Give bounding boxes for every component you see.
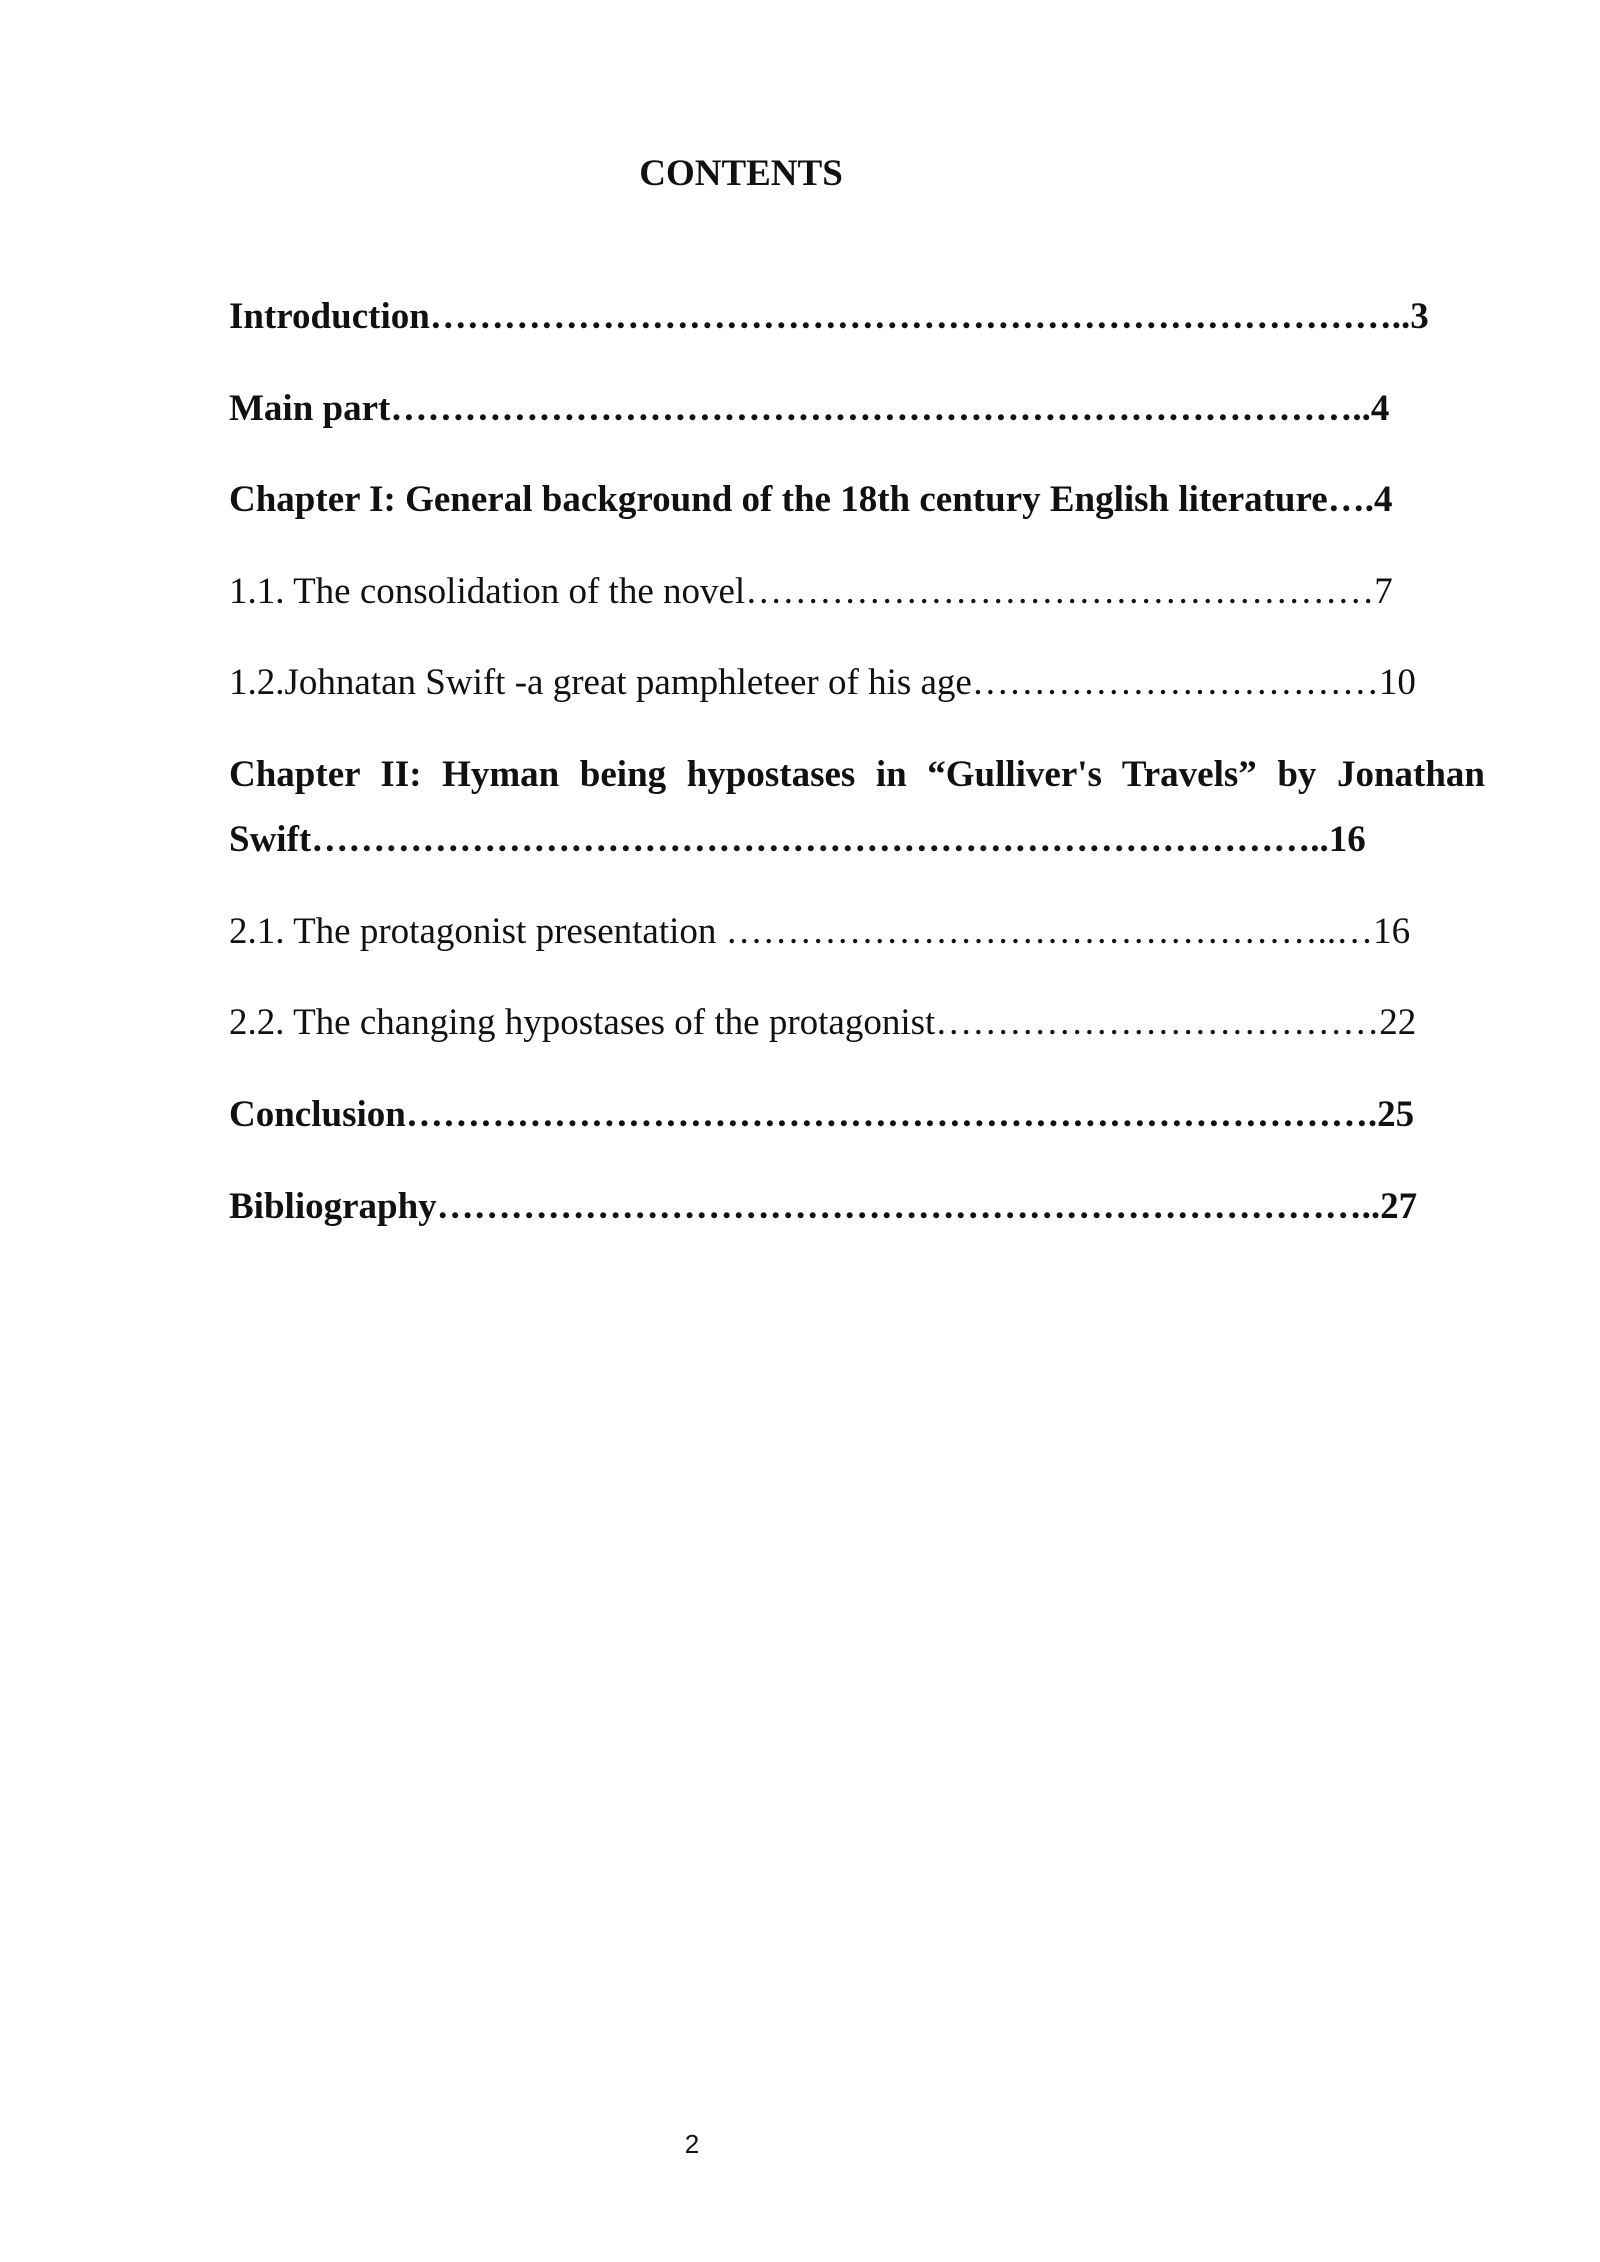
toc-entry-chapter-2-line-1: Chapter II: Hyman being hypostases in “Gulliver's Travels” by Jonathan	[229, 754, 1485, 795]
toc-entry-bibliography: Bibliography…………………………………………………………………..27	[229, 1186, 1418, 1227]
toc-entry-1-2: 1.2.Johnatan Swift -a great pamphleteer of his age……………………………10	[229, 662, 1416, 703]
toc-entry-conclusion: Conclusion…………………………………………………………………….25	[229, 1094, 1415, 1135]
toc-entry-2-2: 2.2. The changing hypostases of the protagonist………………………………22	[229, 1002, 1417, 1043]
toc-entry-main-part: Main part……………………………………………………………………..4	[229, 388, 1390, 429]
page-number: 2	[684, 2129, 700, 2159]
contents-title: CONTENTS	[639, 153, 843, 194]
toc-entry-introduction: Introduction……………………………………………………………………..3	[229, 296, 1429, 337]
toc-entry-2-1: 2.1. The protagonist presentation …………………………………………..…16	[229, 911, 1411, 952]
toc-entry-chapter-1: Chapter I: General background of the 18th century English literature….4	[229, 479, 1393, 520]
toc-entry-1-1: 1.1. The consolidation of the novel……………………………………………7	[229, 571, 1393, 612]
toc-entry-chapter-2-line-2: Swift………………………………………………………………………..16	[229, 819, 1366, 860]
